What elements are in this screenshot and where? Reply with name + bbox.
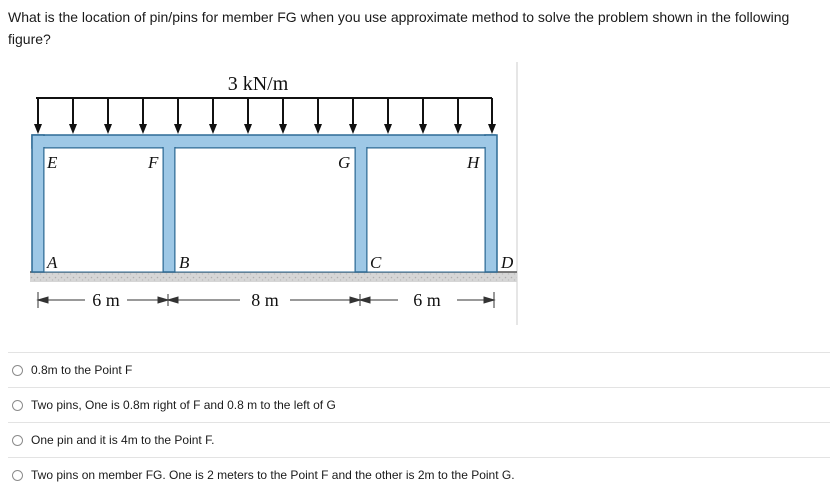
option-label: Two pins on member FG. One is 2 meters to the Point F and the other is 2m to the Point G. — [31, 468, 515, 482]
radio-button[interactable] — [12, 400, 23, 411]
ground-strip — [30, 272, 517, 282]
label-G: G — [338, 153, 351, 172]
radio-button[interactable] — [12, 365, 23, 376]
option-label: Two pins, One is 0.8m right of F and 0.8 m to the left of G — [31, 398, 336, 412]
label-H: H — [467, 153, 480, 172]
option-2[interactable] — [8, 387, 830, 422]
label-A: A — [47, 253, 58, 272]
load-label: 3 kN/m — [227, 73, 289, 95]
dim-label-1: 6 m — [92, 290, 120, 310]
load-arrow — [454, 98, 462, 134]
option-label: 0.8m to the Point F — [31, 363, 133, 377]
load-arrow — [209, 98, 217, 134]
load-arrow — [314, 98, 322, 134]
beam-fill — [33, 136, 494, 147]
column-CG — [355, 145, 367, 272]
label-D: D — [501, 253, 514, 272]
opening-2 — [175, 148, 355, 272]
question-text: What is the location of pin/pins for member FG when you use approximate method to solve the problem shown in the following figure? — [8, 9, 790, 47]
column-DH — [485, 135, 497, 272]
option-3[interactable] — [8, 422, 830, 457]
load-arrow — [349, 98, 357, 134]
column-BF — [163, 145, 175, 272]
load-arrow — [34, 98, 42, 134]
load-arrow — [419, 98, 427, 134]
dim-label-2: 8 m — [251, 290, 279, 310]
load-arrow — [174, 98, 182, 134]
dim-label-3: 6 m — [413, 290, 441, 310]
label-B: B — [179, 253, 190, 272]
label-E: E — [47, 153, 58, 172]
load-arrow — [69, 98, 77, 134]
load-arrow — [104, 98, 112, 134]
label-C: C — [370, 253, 382, 272]
option-label: One pin and it is 4m to the Point F. — [31, 433, 215, 447]
option-1[interactable] — [8, 352, 830, 387]
load-arrow — [244, 98, 252, 134]
label-F: F — [148, 153, 159, 172]
load-arrow — [488, 98, 496, 134]
radio-button[interactable] — [12, 435, 23, 446]
radio-button[interactable] — [12, 470, 23, 481]
load-arrow — [139, 98, 147, 134]
column-AE — [32, 135, 44, 272]
load-arrow — [384, 98, 392, 134]
load-arrows — [34, 98, 496, 134]
option-4[interactable] — [8, 457, 830, 492]
opening-1 — [44, 148, 163, 272]
load-arrow — [279, 98, 287, 134]
